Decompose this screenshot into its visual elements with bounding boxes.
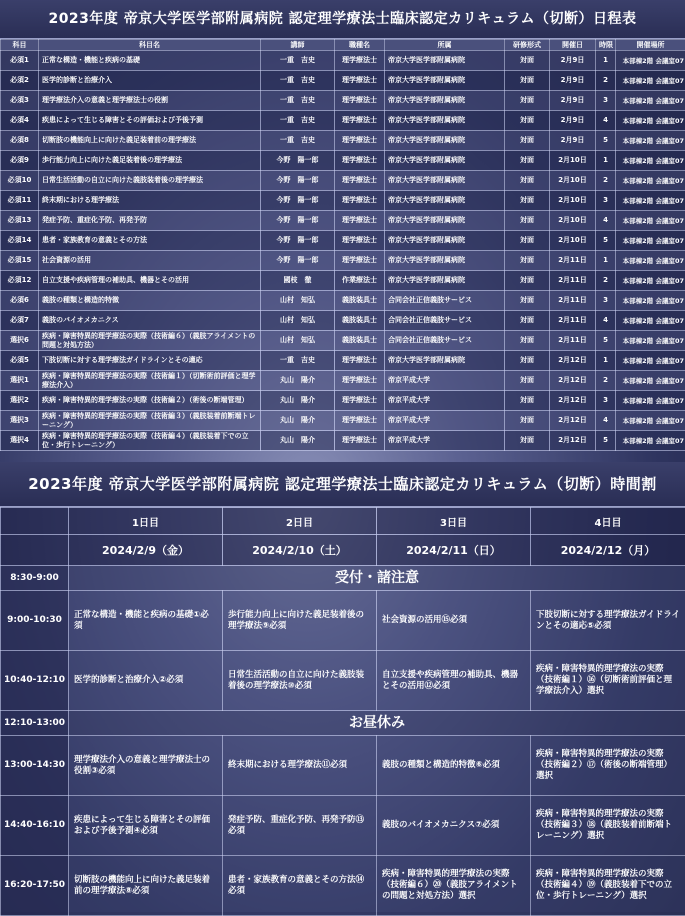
date: 2月11日 bbox=[550, 331, 596, 351]
subject-code: 必須12 bbox=[1, 271, 39, 291]
class-cell: 疾病・障害特異的理学療法の実際（技術編２）⑰（術後の断端管理）選択 bbox=[531, 736, 685, 796]
date-label: 2024/2/11（日） bbox=[377, 535, 531, 566]
date: 2月10日 bbox=[550, 171, 596, 191]
period: 4 bbox=[596, 411, 616, 431]
subject-name: 自立支援や疾病管理の補助具、機器とその活用 bbox=[39, 271, 261, 291]
subject-name: 疾病・障害特異的理学療法の実際（技術編３）（義肢装着前断端トレーニング） bbox=[39, 411, 261, 431]
subject-code: 必須1 bbox=[1, 51, 39, 71]
class-cell: 理学療法介入の意義と理学療法士の役割③必須 bbox=[69, 736, 223, 796]
schedule-row bbox=[1, 351, 685, 371]
job-type: 理学療法士 bbox=[335, 411, 385, 431]
date: 2月9日 bbox=[550, 71, 596, 91]
affiliation: 帝京大学医学部附属病院 bbox=[385, 131, 505, 151]
affiliation: 帝京大学医学部附属病院 bbox=[385, 91, 505, 111]
date: 2月12日 bbox=[550, 431, 596, 451]
schedule-row bbox=[1, 171, 685, 191]
date: 2月10日 bbox=[550, 191, 596, 211]
class-cell: 発症予防、重症化予防、再発予防⑬必須 bbox=[223, 796, 377, 856]
format: 対面 bbox=[505, 331, 550, 351]
date: 2月11日 bbox=[550, 311, 596, 331]
affiliation: 帝京大学医学部附属病院 bbox=[385, 211, 505, 231]
class-cell: 義肢のバイオメカニクス⑦必須 bbox=[377, 796, 531, 856]
format: 対面 bbox=[505, 271, 550, 291]
venue: 本部棟2階 会議室07 bbox=[616, 91, 685, 111]
venue: 本部棟2階 会議室07 bbox=[616, 171, 685, 191]
date: 2月9日 bbox=[550, 51, 596, 71]
subject-code: 必須10 bbox=[1, 171, 39, 191]
job-type: 理学療法士 bbox=[335, 231, 385, 251]
date-label: 2024/2/10（土） bbox=[223, 535, 377, 566]
format: 対面 bbox=[505, 411, 550, 431]
col-header: 科目 bbox=[1, 40, 39, 51]
col-header: 開催場所 bbox=[616, 40, 685, 51]
period: 2 bbox=[596, 371, 616, 391]
affiliation: 帝京大学医学部附属病院 bbox=[385, 71, 505, 91]
venue: 本部棟2階 会議室07 bbox=[616, 151, 685, 171]
class-cell: 日常生活活動の自立に向けた義肢装着後の理学療法⑩必須 bbox=[223, 651, 377, 711]
schedule-row bbox=[1, 191, 685, 211]
affiliation: 帝京大学医学部附属病院 bbox=[385, 271, 505, 291]
lecturer: 丸山 陽介 bbox=[261, 391, 335, 411]
subject-name: 歩行能力向上に向けた義足装着後の理学療法 bbox=[39, 151, 261, 171]
class-cell: 歩行能力向上に向けた義足装着後の理学療法⑨必須 bbox=[223, 591, 377, 651]
subject-code: 選択4 bbox=[1, 431, 39, 451]
period: 3 bbox=[596, 291, 616, 311]
date: 2月9日 bbox=[550, 91, 596, 111]
subject-code: 選択6 bbox=[1, 331, 39, 351]
lunch-band: お昼休み bbox=[69, 711, 685, 736]
time-slot: 14:40-16:10 bbox=[1, 796, 69, 856]
subject-name: 理学療法介入の意義と理学療法士の役割 bbox=[39, 91, 261, 111]
date: 2月9日 bbox=[550, 111, 596, 131]
venue: 本部棟2階 会議室07 bbox=[616, 231, 685, 251]
timetable-sheet bbox=[0, 462, 685, 912]
date: 2月10日 bbox=[550, 231, 596, 251]
timetable-title: 2023年度 帝京大学医学部附属病院 認定理学療法士臨床認定カリキュラム（切断）時間割 bbox=[0, 462, 685, 507]
format: 対面 bbox=[505, 251, 550, 271]
subject-name: 発症予防、重症化予防、再発予防 bbox=[39, 211, 261, 231]
date: 2月11日 bbox=[550, 271, 596, 291]
affiliation: 合同会社正信義肢サービス bbox=[385, 311, 505, 331]
affiliation: 帝京大学医学部附属病院 bbox=[385, 251, 505, 271]
subject-code: 必須14 bbox=[1, 231, 39, 251]
class-cell: 義肢の種類と構造的特徴⑥必須 bbox=[377, 736, 531, 796]
subject-name: 義肢のバイオメカニクス bbox=[39, 311, 261, 331]
period: 4 bbox=[596, 211, 616, 231]
class-cell: 疾患によって生じる障害とその評価および予後予測④必須 bbox=[69, 796, 223, 856]
job-type: 義肢装具士 bbox=[335, 331, 385, 351]
lunch-row bbox=[1, 711, 685, 736]
period: 5 bbox=[596, 331, 616, 351]
period: 1 bbox=[596, 51, 616, 71]
day-label: 2日目 bbox=[223, 508, 377, 535]
job-type: 義肢装具士 bbox=[335, 311, 385, 331]
period: 3 bbox=[596, 191, 616, 211]
format: 対面 bbox=[505, 151, 550, 171]
schedule-row bbox=[1, 431, 685, 451]
schedule-row bbox=[1, 91, 685, 111]
schedule-row bbox=[1, 131, 685, 151]
period: 5 bbox=[596, 231, 616, 251]
job-type: 理学療法士 bbox=[335, 71, 385, 91]
subject-name: 疾病・障害特異的理学療法の実際（技術編４）（義肢装着下での立位・歩行トレーニング） bbox=[39, 431, 261, 451]
subject-code: 選択1 bbox=[1, 371, 39, 391]
time-slot: 9:00-10:30 bbox=[1, 591, 69, 651]
subject-code: 必須7 bbox=[1, 311, 39, 331]
job-type: 理学療法士 bbox=[335, 191, 385, 211]
lecturer: 山村 知弘 bbox=[261, 291, 335, 311]
class-cell: 疾病・障害特異的理学療法の実際（技術編６）⑳（義肢アライメントの問題と対処方法）選択 bbox=[377, 856, 531, 916]
job-type: 理学療法士 bbox=[335, 171, 385, 191]
period-row bbox=[1, 856, 685, 916]
lecturer: 一重 吉史 bbox=[261, 71, 335, 91]
venue: 本部棟2階 会議室07 bbox=[616, 191, 685, 211]
format: 対面 bbox=[505, 171, 550, 191]
col-header: 職種名 bbox=[335, 40, 385, 51]
period: 1 bbox=[596, 251, 616, 271]
format: 対面 bbox=[505, 391, 550, 411]
venue: 本部棟2階 会議室07 bbox=[616, 371, 685, 391]
time-slot: 16:20-17:50 bbox=[1, 856, 69, 916]
venue: 本部棟2階 会議室07 bbox=[616, 331, 685, 351]
corner-cell bbox=[1, 508, 69, 535]
date: 2月12日 bbox=[550, 351, 596, 371]
subject-name: 医学的診断と治療介入 bbox=[39, 71, 261, 91]
period-row bbox=[1, 591, 685, 651]
venue: 本部棟2階 会議室07 bbox=[616, 291, 685, 311]
job-type: 理学療法士 bbox=[335, 351, 385, 371]
lecturer: 山村 知弘 bbox=[261, 331, 335, 351]
format: 対面 bbox=[505, 131, 550, 151]
lecturer: 一重 吉史 bbox=[261, 351, 335, 371]
date: 2月12日 bbox=[550, 391, 596, 411]
schedule-row bbox=[1, 391, 685, 411]
reception-band: 受付・諸注意 bbox=[69, 566, 685, 591]
class-cell: 疾病・障害特異的理学療法の実際（技術編４）⑲（義肢装着下での立位・歩行トレーニング）選択 bbox=[531, 856, 685, 916]
period: 1 bbox=[596, 151, 616, 171]
venue: 本部棟2階 会議室07 bbox=[616, 391, 685, 411]
affiliation: 帝京大学医学部附属病院 bbox=[385, 151, 505, 171]
timetable-table bbox=[0, 507, 685, 916]
subject-name: 正常な構造・機能と疾病の基礎 bbox=[39, 51, 261, 71]
col-header: 講師 bbox=[261, 40, 335, 51]
affiliation: 帝京大学医学部附属病院 bbox=[385, 191, 505, 211]
col-header: 科目名 bbox=[39, 40, 261, 51]
lecturer: 今野 陽一郎 bbox=[261, 251, 335, 271]
schedule-row bbox=[1, 211, 685, 231]
period: 5 bbox=[596, 431, 616, 451]
schedule-row bbox=[1, 371, 685, 391]
time-slot: 12:10-13:00 bbox=[1, 711, 69, 736]
subject-code: 選択3 bbox=[1, 411, 39, 431]
schedule-row bbox=[1, 231, 685, 251]
job-type: 義肢装具士 bbox=[335, 291, 385, 311]
corner-cell bbox=[1, 535, 69, 566]
subject-name: 下肢切断に対する理学療法ガイドラインとその適応 bbox=[39, 351, 261, 371]
period: 4 bbox=[596, 311, 616, 331]
lecturer: 今野 陽一郎 bbox=[261, 231, 335, 251]
venue: 本部棟2階 会議室07 bbox=[616, 271, 685, 291]
period: 4 bbox=[596, 111, 616, 131]
affiliation: 合同会社正信義肢サービス bbox=[385, 291, 505, 311]
class-cell: 自立支援や疾病管理の補助具、機器とその活用⑫必須 bbox=[377, 651, 531, 711]
date: 2月9日 bbox=[550, 131, 596, 151]
format: 対面 bbox=[505, 351, 550, 371]
subject-code: 必須5 bbox=[1, 351, 39, 371]
venue: 本部棟2階 会議室07 bbox=[616, 211, 685, 231]
lecturer: 丸山 陽介 bbox=[261, 411, 335, 431]
class-cell: 疾病・障害特異的理学療法の実際（技術編１）⑯（切断術前評価と理学療法介入）選択 bbox=[531, 651, 685, 711]
format: 対面 bbox=[505, 211, 550, 231]
format: 対面 bbox=[505, 371, 550, 391]
subject-name: 終末期における理学療法 bbox=[39, 191, 261, 211]
job-type: 理学療法士 bbox=[335, 371, 385, 391]
affiliation: 帝京大学医学部附属病院 bbox=[385, 351, 505, 371]
date-label: 2024/2/12（月） bbox=[531, 535, 685, 566]
col-header: 所属 bbox=[385, 40, 505, 51]
subject-code: 必須13 bbox=[1, 211, 39, 231]
lecturer: 丸山 陽介 bbox=[261, 371, 335, 391]
class-cell: 疾病・障害特異的理学療法の実際（技術編３）⑱（義肢装着前断端トレーニング）選択 bbox=[531, 796, 685, 856]
job-type: 作業療法士 bbox=[335, 271, 385, 291]
class-cell: 終末期における理学療法⑪必須 bbox=[223, 736, 377, 796]
lecturer: 今野 陽一郎 bbox=[261, 211, 335, 231]
subject-code: 必須6 bbox=[1, 291, 39, 311]
format: 対面 bbox=[505, 91, 550, 111]
date: 2月10日 bbox=[550, 211, 596, 231]
lecturer: 一重 吉史 bbox=[261, 131, 335, 151]
class-cell: 社会資源の活用⑮必須 bbox=[377, 591, 531, 651]
affiliation: 合同会社正信義肢サービス bbox=[385, 331, 505, 351]
subject-code: 必須3 bbox=[1, 91, 39, 111]
subject-name: 疾病・障害特異的理学療法の実際（技術編６）（義肢アライメントの問題と対処方法） bbox=[39, 331, 261, 351]
date: 2月11日 bbox=[550, 251, 596, 271]
subject-name: 疾患によって生じる障害とその評価および予後予測 bbox=[39, 111, 261, 131]
reception-row bbox=[1, 566, 685, 591]
affiliation: 帝京平成大学 bbox=[385, 431, 505, 451]
subject-code: 必須4 bbox=[1, 111, 39, 131]
lecturer: 國枝 徹 bbox=[261, 271, 335, 291]
class-cell: 医学的診断と治療介入②必須 bbox=[69, 651, 223, 711]
affiliation: 帝京平成大学 bbox=[385, 391, 505, 411]
venue: 本部棟2階 会議室07 bbox=[616, 51, 685, 71]
venue: 本部棟2階 会議室07 bbox=[616, 71, 685, 91]
date: 2月11日 bbox=[550, 291, 596, 311]
lecturer: 今野 陽一郎 bbox=[261, 151, 335, 171]
period-row bbox=[1, 651, 685, 711]
subject-code: 必須8 bbox=[1, 131, 39, 151]
format: 対面 bbox=[505, 191, 550, 211]
period-row bbox=[1, 796, 685, 856]
venue: 本部棟2階 会議室07 bbox=[616, 311, 685, 331]
schedule-row bbox=[1, 291, 685, 311]
affiliation: 帝京大学医学部附属病院 bbox=[385, 171, 505, 191]
day-label: 4日目 bbox=[531, 508, 685, 535]
subject-code: 必須15 bbox=[1, 251, 39, 271]
format: 対面 bbox=[505, 291, 550, 311]
subject-name: 疾病・障害特異的理学療法の実際（技術編１）（切断術前評価と理学療法介入） bbox=[39, 371, 261, 391]
affiliation: 帝京平成大学 bbox=[385, 371, 505, 391]
period: 2 bbox=[596, 271, 616, 291]
format: 対面 bbox=[505, 51, 550, 71]
job-type: 理学療法士 bbox=[335, 391, 385, 411]
schedule-table bbox=[0, 39, 685, 451]
lecturer: 一重 吉史 bbox=[261, 111, 335, 131]
schedule-title: 2023年度 帝京大学医学部附属病院 認定理学療法士臨床認定カリキュラム（切断）日程表 bbox=[0, 0, 685, 39]
class-cell: 患者・家族教育の意義とその方法⑭必須 bbox=[223, 856, 377, 916]
venue: 本部棟2階 会議室07 bbox=[616, 111, 685, 131]
time-slot: 13:00-14:30 bbox=[1, 736, 69, 796]
subject-name: 日常生活活動の自立に向けた義肢装着後の理学療法 bbox=[39, 171, 261, 191]
subject-code: 必須9 bbox=[1, 151, 39, 171]
lecturer: 山村 知弘 bbox=[261, 311, 335, 331]
affiliation: 帝京大学医学部附属病院 bbox=[385, 231, 505, 251]
period: 1 bbox=[596, 351, 616, 371]
lecturer: 一重 吉史 bbox=[261, 51, 335, 71]
date: 2月12日 bbox=[550, 411, 596, 431]
job-type: 理学療法士 bbox=[335, 91, 385, 111]
lecturer: 今野 陽一郎 bbox=[261, 191, 335, 211]
subject-name: 患者・家族教育の意義とその方法 bbox=[39, 231, 261, 251]
day-label: 3日目 bbox=[377, 508, 531, 535]
venue: 本部棟2階 会議室07 bbox=[616, 351, 685, 371]
format: 対面 bbox=[505, 231, 550, 251]
class-cell: 正常な構造・機能と疾病の基礎①必須 bbox=[69, 591, 223, 651]
period-row bbox=[1, 736, 685, 796]
affiliation: 帝京大学医学部附属病院 bbox=[385, 111, 505, 131]
col-header: 研修形式 bbox=[505, 40, 550, 51]
col-header: 開催日 bbox=[550, 40, 596, 51]
job-type: 理学療法士 bbox=[335, 131, 385, 151]
lecturer: 丸山 陽介 bbox=[261, 431, 335, 451]
period: 2 bbox=[596, 171, 616, 191]
subject-code: 必須11 bbox=[1, 191, 39, 211]
schedule-row bbox=[1, 51, 685, 71]
schedule-row bbox=[1, 271, 685, 291]
date: 2月12日 bbox=[550, 371, 596, 391]
venue: 本部棟2階 会議室07 bbox=[616, 411, 685, 431]
schedule-row bbox=[1, 311, 685, 331]
venue: 本部棟2階 会議室07 bbox=[616, 251, 685, 271]
schedule-header-row bbox=[1, 40, 685, 51]
schedule-row bbox=[1, 411, 685, 431]
venue: 本部棟2階 会議室07 bbox=[616, 131, 685, 151]
subject-name: 義肢の種類と構造的特徴 bbox=[39, 291, 261, 311]
period: 5 bbox=[596, 131, 616, 151]
affiliation: 帝京大学医学部附属病院 bbox=[385, 51, 505, 71]
venue: 本部棟2階 会議室07 bbox=[616, 431, 685, 451]
job-type: 理学療法士 bbox=[335, 251, 385, 271]
date: 2月10日 bbox=[550, 151, 596, 171]
format: 対面 bbox=[505, 431, 550, 451]
class-cell: 下肢切断に対する理学療法ガイドラインとその適応⑤必須 bbox=[531, 591, 685, 651]
subject-code: 必須2 bbox=[1, 71, 39, 91]
date-row bbox=[1, 535, 685, 566]
period: 3 bbox=[596, 391, 616, 411]
affiliation: 帝京平成大学 bbox=[385, 411, 505, 431]
day-label: 1日目 bbox=[69, 508, 223, 535]
job-type: 理学療法士 bbox=[335, 431, 385, 451]
col-header: 時限 bbox=[596, 40, 616, 51]
schedule-row bbox=[1, 71, 685, 91]
subject-name: 切断肢の機能向上に向けた義足装着前の理学療法 bbox=[39, 131, 261, 151]
day-row bbox=[1, 508, 685, 535]
subject-name: 社会資源の活用 bbox=[39, 251, 261, 271]
schedule-row bbox=[1, 251, 685, 271]
job-type: 理学療法士 bbox=[335, 111, 385, 131]
schedule-row bbox=[1, 111, 685, 131]
subject-name: 疾病・障害特異的理学療法の実際（技術編２）（術後の断端管理） bbox=[39, 391, 261, 411]
schedule-row bbox=[1, 331, 685, 351]
job-type: 理学療法士 bbox=[335, 51, 385, 71]
subject-code: 選択2 bbox=[1, 391, 39, 411]
schedule-row bbox=[1, 151, 685, 171]
format: 対面 bbox=[505, 111, 550, 131]
job-type: 理学療法士 bbox=[335, 211, 385, 231]
lecturer: 一重 吉史 bbox=[261, 91, 335, 111]
period: 2 bbox=[596, 71, 616, 91]
format: 対面 bbox=[505, 311, 550, 331]
job-type: 理学療法士 bbox=[335, 151, 385, 171]
lecturer: 今野 陽一郎 bbox=[261, 171, 335, 191]
date-label: 2024/2/9（金） bbox=[69, 535, 223, 566]
period: 3 bbox=[596, 91, 616, 111]
time-slot: 10:40-12:10 bbox=[1, 651, 69, 711]
class-cell: 切断肢の機能向上に向けた義足装着前の理学療法⑧必須 bbox=[69, 856, 223, 916]
format: 対面 bbox=[505, 71, 550, 91]
time-slot: 8:30-9:00 bbox=[1, 566, 69, 591]
